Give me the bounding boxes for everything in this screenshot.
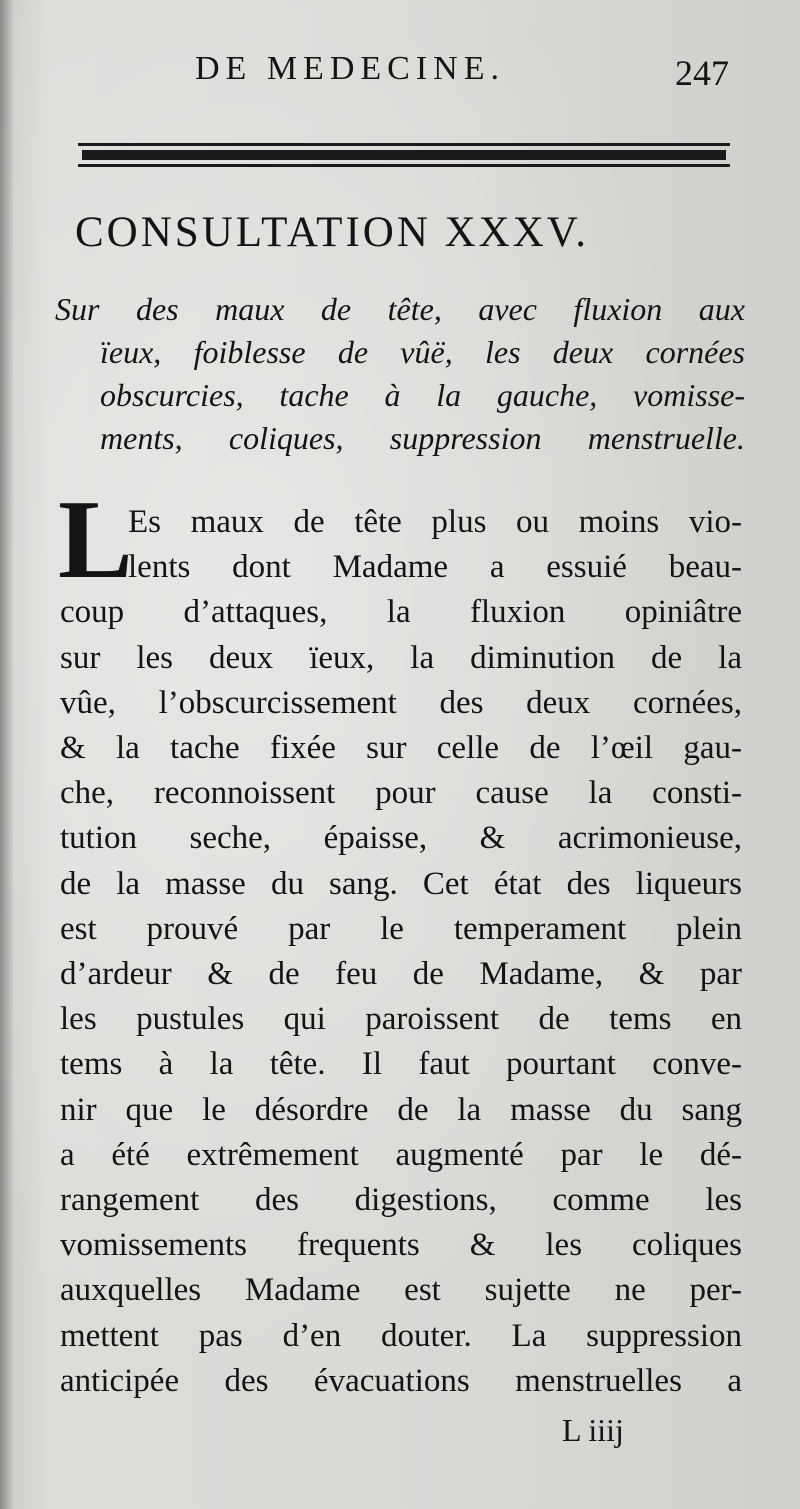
body-line: anticipée des évacuations menstruelles a <box>60 1362 742 1399</box>
page-gutter-shadow <box>0 0 14 1509</box>
body-line: a été extrêmement augmenté par le dé- <box>60 1136 742 1173</box>
body-line: d’ardeur & de feu de Madame, & par <box>60 956 742 993</box>
body-line: lents dont Madame a essuié beau- <box>128 549 742 586</box>
body-line: nir que le désordre de la masse du sang <box>60 1091 742 1128</box>
body-line: coup d’attaques, la fluxion opiniâtre <box>60 594 742 631</box>
body-line: & la tache fixée sur celle de l’œil gau- <box>60 730 742 767</box>
body-text <box>60 500 742 1404</box>
page-number: 247 <box>675 53 729 93</box>
body-line: auxquelles Madame est sujette ne per- <box>60 1272 742 1309</box>
body-line: sur les deux ïeux, la diminution de la <box>60 639 742 676</box>
drop-cap: L <box>58 478 133 602</box>
body-line: de la masse du sang. Cet état des liqueurs <box>60 865 742 902</box>
body-line: est prouvé par le temperament plein <box>60 910 742 947</box>
running-head <box>195 50 735 98</box>
body-line: rangement des digestions, comme les <box>60 1182 742 1219</box>
body-line: vomissements frequents & les coliques <box>60 1227 742 1264</box>
signature-mark: L iiij <box>562 1412 624 1448</box>
ornamental-rule <box>78 143 730 167</box>
subtitle-line: obscurcies, tache à la gauche, vomisse- <box>100 377 745 413</box>
body-line: tems à la tête. Il faut pourtant conve- <box>60 1046 742 1083</box>
body-line: tution seche, épaisse, & acrimonieuse, <box>60 820 742 857</box>
body-line: che, reconnoissent pour cause la consti- <box>60 775 742 812</box>
body-line: vûe, l’obscurcissement des deux cornées, <box>60 684 742 721</box>
rule-inner <box>82 150 726 160</box>
running-title: DE MEDECINE. <box>195 50 505 87</box>
body-line: les pustules qui paroissent de tems en <box>60 1001 742 1038</box>
subtitle-line: ïeux, foiblesse de vûë, les deux cornées <box>100 334 745 370</box>
consultation-title: CONSULTATION XXXV. <box>75 209 590 256</box>
subtitle-line: ments, coliques, suppression menstruelle. <box>100 420 745 456</box>
consultation-subtitle <box>55 288 745 460</box>
body-line: Es maux de tête plus ou moins vio- <box>128 504 742 540</box>
subtitle-line: Sur des maux de tête, avec fluxion aux <box>55 291 745 327</box>
body-line: mettent pas d’en douter. La suppression <box>60 1317 742 1354</box>
